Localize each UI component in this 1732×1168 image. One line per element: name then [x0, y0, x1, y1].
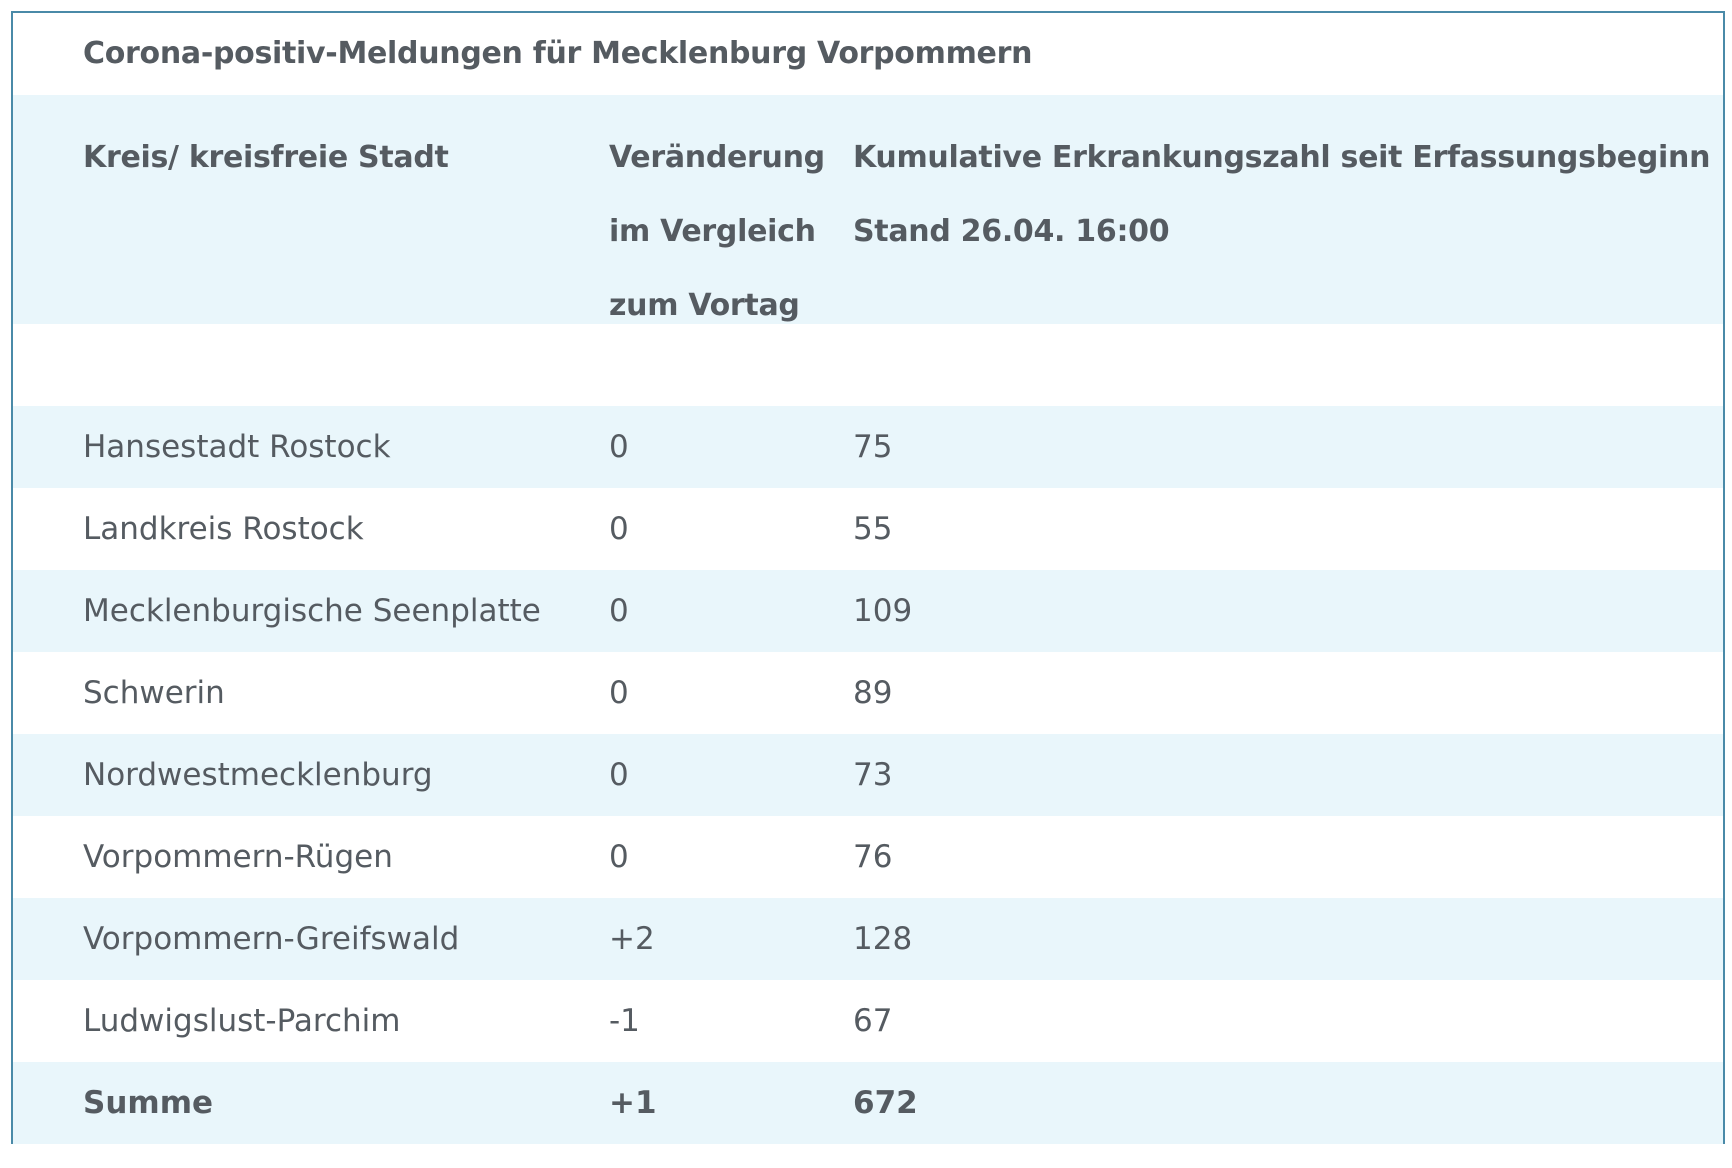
total-cumulative: 672: [853, 1085, 918, 1121]
cell-change: 0: [609, 839, 629, 875]
table-body: [13, 406, 1723, 1144]
cell-change: 0: [609, 675, 629, 711]
table-row: [13, 652, 1723, 734]
header-change: [609, 121, 825, 343]
header-change-line-1: Veränderung: [609, 140, 825, 175]
cell-cumulative: 55: [853, 511, 893, 547]
header-change-line-3: zum Vortag: [609, 288, 800, 323]
total-change: +1: [609, 1085, 657, 1121]
cell-cumulative: 75: [853, 429, 893, 465]
table-row: [13, 570, 1723, 652]
cell-region: Mecklenburgische Seenplatte: [83, 593, 541, 629]
table-row: [13, 898, 1723, 980]
cell-region: Ludwigslust-Parchim: [83, 1003, 401, 1039]
cell-cumulative: 89: [853, 675, 893, 711]
cell-region: Vorpommern-Greifswald: [83, 921, 460, 957]
table-header-row: [13, 95, 1723, 324]
cell-region: Schwerin: [83, 675, 225, 711]
cell-region: Vorpommern-Rügen: [83, 839, 393, 875]
table-row: [13, 816, 1723, 898]
header-change-line-2: im Vergleich: [609, 214, 816, 249]
cell-region: Hansestadt Rostock: [83, 429, 391, 465]
header-cumulative-line-2: Stand 26.04. 16:00: [853, 214, 1170, 249]
table-total-row: [13, 1062, 1723, 1144]
header-cumulative-line-1: Kumulative Erkrankungszahl seit Erfassungsbeginn: [853, 140, 1711, 175]
table-row: [13, 406, 1723, 488]
table-row: [13, 488, 1723, 570]
cell-cumulative: 67: [853, 1003, 893, 1039]
table-row: [13, 734, 1723, 816]
data-table: [11, 11, 1725, 1144]
table-caption: Corona-positiv-Meldungen für Mecklenburg Vorpommern: [83, 36, 1033, 71]
cell-change: 0: [609, 593, 629, 629]
cell-change: 0: [609, 757, 629, 793]
header-region: [83, 121, 449, 195]
header-region-line: Kreis/ kreisfreie Stadt: [83, 140, 449, 175]
cell-change: 0: [609, 429, 629, 465]
header-cumulative: [853, 121, 1710, 269]
cell-change: 0: [609, 511, 629, 547]
cell-region: Landkreis Rostock: [83, 511, 364, 547]
cell-region: Nordwestmecklenburg: [83, 757, 433, 793]
cell-cumulative: 109: [853, 593, 913, 629]
cell-change: -1: [609, 1003, 640, 1039]
cell-cumulative: 73: [853, 757, 893, 793]
cell-cumulative: 76: [853, 839, 893, 875]
cell-cumulative: 128: [853, 921, 913, 957]
table-row: [13, 980, 1723, 1062]
total-label: Summe: [83, 1085, 214, 1121]
cell-change: +2: [609, 921, 655, 957]
empty-row: [13, 324, 1723, 406]
